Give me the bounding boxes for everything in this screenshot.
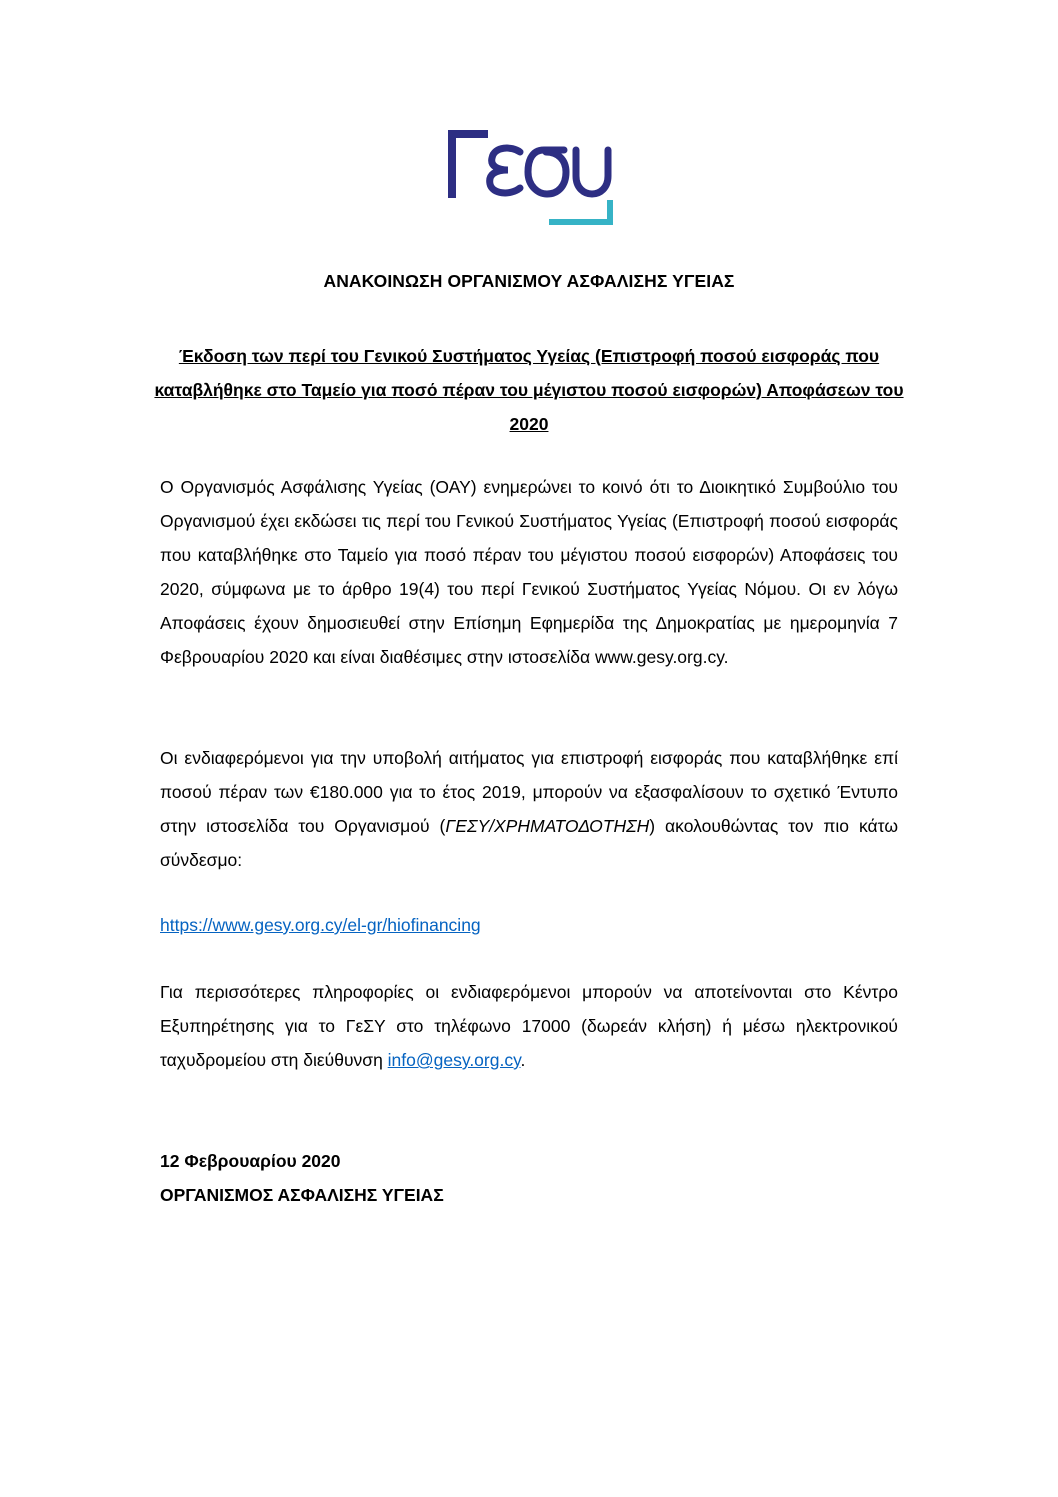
announcement-date: 12 Φεβρουαρίου 2020: [160, 1151, 341, 1171]
paragraph-application-text: Οι ενδιαφερόμενοι για την υποβολή αιτήματος για επιστροφή εισφοράς που καταβλήθηκε επί ποσού πέραν των €180.000 για το έτος 2019, μπορούν να εξασφαλίσουν το σχετικό Έντυπο στην ιστοσελίδα του Οργανισμού (: [160, 748, 898, 836]
paragraph-contact: [160, 975, 898, 1077]
announcement-subject: Έκδοση των περί του Γενικού Συστήματος Υγείας (Επιστροφή ποσού εισφοράς που καταβλήθηκε στο Ταμείο για ποσό πέραν του μέγιστου ποσού εισφορών) Αποφάσεων του 2020: [154, 346, 904, 434]
announcement-heading: ΑΝΑΚΟΙΝΩΣΗ ΟΡΓΑΝΙΣΜΟΥ ΑΣΦΑΛΙΣΗΣ ΥΓΕΙΑΣ: [323, 271, 735, 291]
gesy-logo-mark: [446, 124, 616, 228]
link-line: [160, 908, 481, 942]
hiofinancing-link[interactable]: https://www.gesy.org.cy/el-gr/hiofinancing: [160, 915, 481, 935]
paragraph-intro: Ο Οργανισμός Ασφάλισης Υγείας (ΟΑΥ) ενημερώνει το κοινό ότι το Διοικητικό Συμβούλιο του Οργανισμού έχει εκδώσει τις περί του Γενικού Συστήματος Υγείας (Επιστροφή ποσού εισφοράς που καταβλήθηκε στο Ταμείο για ποσό πέραν του μέγιστου ποσού εισφορών) Αποφάσεις του 2020, σύμφωνα με το άρθρο 19(4) του περί Γενικού Συστήματος Υγείας Νόμου. Οι εν λόγω Αποφάσεις έχουν δημοσιευθεί στην Επίσημη Εφημερίδα της Δημοκρατίας με ημερομηνία 7 Φεβρουαρίου 2020 και είναι διαθέσιμες στην ιστοσελίδα www.gesy.org.cy.: [160, 477, 898, 667]
email-link[interactable]: info@gesy.org.cy: [387, 1050, 521, 1070]
section-path: ΓΕΣΥ/ΧΡΗΜΑΤΟΔΟΤΗΣΗ: [445, 816, 650, 836]
paragraph-contact-text: Για περισσότερες πληροφορίες οι ενδιαφερόμενοι μπορούν να αποτείνονται στο Κέντρο Εξυπηρέτησης για το ΓεΣΥ στο τηλέφωνο 17000 (δωρεάν κλήση) ή μέσω ηλεκτρονικού ταχυδρομείου στη διεύθυνση: [160, 982, 898, 1070]
paragraph-application-end: ) ακολουθώντας τον πιο κάτω σύνδεσμο:: [160, 816, 898, 870]
paragraph-application: [160, 741, 898, 877]
organisation-name: ΟΡΓΑΝΙΣΜΟΣ ΑΣΦΑΛΙΣΗΣ ΥΓΕΙΑΣ: [160, 1185, 444, 1205]
gesy-logo: [446, 124, 616, 228]
signature-block: [160, 1144, 444, 1212]
paragraph-contact-end: .: [520, 1050, 526, 1070]
